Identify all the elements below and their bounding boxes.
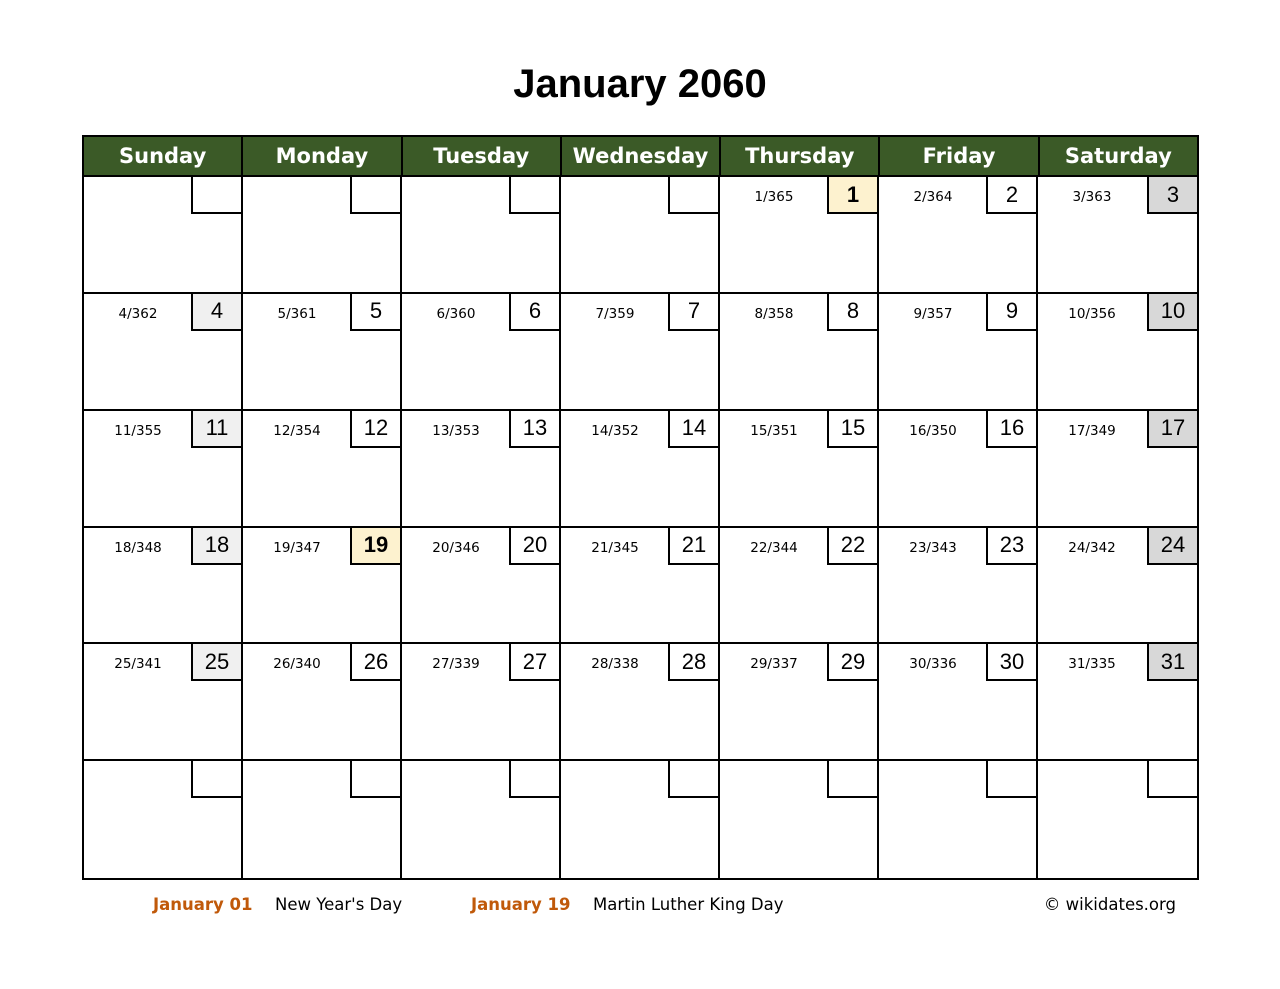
day-of-year: 1/365 — [754, 189, 794, 205]
day-of-year: 31/335 — [1068, 656, 1116, 673]
empty-day-cell — [879, 761, 1038, 878]
day-number: 4 — [191, 294, 241, 331]
day-cell — [402, 644, 561, 761]
empty-day-number — [668, 761, 718, 798]
day-of-year: 26/340 — [273, 656, 321, 673]
day-cell — [879, 528, 1038, 645]
day-number: 26 — [350, 644, 400, 681]
empty-day-number — [191, 177, 241, 214]
holiday-date: January 01 — [153, 895, 253, 914]
day-cell — [402, 411, 561, 528]
empty-day-number — [191, 761, 241, 798]
holiday-2 — [471, 895, 784, 914]
day-cell — [84, 294, 243, 411]
day-number: 11 — [191, 411, 241, 448]
day-of-year: 10/356 — [1068, 305, 1116, 322]
page-title: January 2060 — [513, 62, 767, 106]
day-cell — [879, 177, 1038, 294]
empty-day-number — [1147, 761, 1197, 798]
day-number: 15 — [827, 411, 877, 448]
day-number: 31 — [1147, 644, 1197, 681]
day-number: 23 — [986, 528, 1036, 565]
day-cell — [720, 294, 879, 411]
empty-day-cell — [561, 761, 720, 878]
day-number: 3 — [1147, 177, 1197, 214]
day-cell — [720, 644, 879, 761]
empty-day-cell — [243, 761, 402, 878]
day-cell — [1038, 644, 1197, 761]
empty-day-cell — [243, 177, 402, 294]
day-of-year: 25/341 — [114, 656, 162, 673]
empty-day-number — [986, 761, 1036, 798]
day-cell — [1038, 294, 1197, 411]
day-cell — [561, 528, 720, 645]
day-cell — [879, 411, 1038, 528]
day-cell — [84, 411, 243, 528]
day-cell — [720, 177, 879, 294]
day-cell — [243, 528, 402, 645]
day-cell — [720, 528, 879, 645]
day-cell — [402, 528, 561, 645]
day-number: 30 — [986, 644, 1036, 681]
day-cell — [1038, 411, 1197, 528]
holiday-1 — [153, 895, 402, 914]
day-number: 2 — [986, 177, 1036, 214]
day-cell — [243, 411, 402, 528]
day-of-year: 5/361 — [277, 305, 317, 322]
day-number: 14 — [668, 411, 718, 448]
day-cell — [720, 411, 879, 528]
weekday-tuesday: Tuesday — [403, 137, 562, 175]
day-cell — [243, 644, 402, 761]
day-of-year: 21/345 — [591, 539, 639, 556]
day-of-year: 30/336 — [909, 656, 957, 673]
day-of-year: 18/348 — [114, 539, 162, 556]
day-cell — [84, 644, 243, 761]
day-of-year: 3/363 — [1072, 189, 1112, 205]
day-of-year: 13/353 — [432, 422, 480, 439]
day-cell — [561, 644, 720, 761]
empty-day-cell — [84, 177, 243, 294]
day-number: 9 — [986, 294, 1036, 331]
day-number: 6 — [509, 294, 559, 331]
weekday-header — [84, 137, 1197, 177]
day-of-year: 19/347 — [273, 539, 321, 556]
day-number: 1 — [827, 177, 877, 214]
day-cell — [561, 294, 720, 411]
day-of-year: 17/349 — [1068, 422, 1116, 439]
day-of-year: 24/342 — [1068, 539, 1116, 556]
day-number: 5 — [350, 294, 400, 331]
empty-day-number — [509, 177, 559, 214]
day-number: 12 — [350, 411, 400, 448]
day-number: 20 — [509, 528, 559, 565]
day-of-year: 28/338 — [591, 656, 639, 673]
credit[interactable]: © wikidates.org — [1043, 895, 1176, 914]
day-cell — [561, 411, 720, 528]
day-of-year: 27/339 — [432, 656, 480, 673]
empty-day-number — [668, 177, 718, 214]
empty-day-cell — [720, 761, 879, 878]
holiday-date: January 19 — [471, 895, 571, 914]
day-of-year: 8/358 — [754, 305, 794, 322]
day-number: 8 — [827, 294, 877, 331]
day-number: 21 — [668, 528, 718, 565]
empty-day-number — [509, 761, 559, 798]
empty-day-cell — [561, 177, 720, 294]
day-of-year: 9/357 — [913, 305, 953, 322]
day-number: 18 — [191, 528, 241, 565]
weekday-friday: Friday — [880, 137, 1039, 175]
empty-day-number — [350, 761, 400, 798]
day-of-year: 23/343 — [909, 539, 957, 556]
day-number: 25 — [191, 644, 241, 681]
holiday-name: New Year's Day — [275, 895, 403, 914]
day-of-year: 2/364 — [913, 189, 953, 205]
weekday-monday: Monday — [243, 137, 402, 175]
day-of-year: 16/350 — [909, 422, 957, 439]
day-of-year: 12/354 — [273, 422, 321, 439]
calendar-grid — [82, 135, 1199, 880]
day-cell — [243, 294, 402, 411]
day-cell — [879, 644, 1038, 761]
empty-day-cell — [402, 761, 561, 878]
day-of-year: 4/362 — [118, 305, 158, 322]
day-cells — [84, 177, 1197, 878]
empty-day-cell — [84, 761, 243, 878]
day-cell — [84, 528, 243, 645]
empty-day-cell — [402, 177, 561, 294]
day-number: 10 — [1147, 294, 1197, 331]
day-cell — [879, 294, 1038, 411]
day-number: 19 — [350, 528, 400, 565]
day-of-year: 22/344 — [750, 539, 798, 556]
day-number: 29 — [827, 644, 877, 681]
day-cell — [1038, 177, 1197, 294]
day-of-year: 6/360 — [436, 305, 476, 322]
day-number: 7 — [668, 294, 718, 331]
day-of-year: 15/351 — [750, 422, 798, 439]
weekday-thursday: Thursday — [721, 137, 880, 175]
day-of-year: 11/355 — [114, 422, 162, 439]
empty-day-number — [350, 177, 400, 214]
day-number: 13 — [509, 411, 559, 448]
holiday-name: Martin Luther King Day — [593, 895, 784, 914]
day-number: 27 — [509, 644, 559, 681]
weekday-sunday: Sunday — [84, 137, 243, 175]
day-of-year: 20/346 — [432, 539, 480, 556]
day-of-year: 7/359 — [595, 305, 635, 322]
day-number: 22 — [827, 528, 877, 565]
day-cell — [1038, 528, 1197, 645]
weekday-saturday: Saturday — [1064, 144, 1172, 168]
day-cell — [402, 294, 561, 411]
day-of-year: 14/352 — [591, 422, 639, 439]
day-number: 28 — [668, 644, 718, 681]
day-number: 16 — [986, 411, 1036, 448]
empty-day-number — [827, 761, 877, 798]
day-number: 17 — [1147, 411, 1197, 448]
day-number: 24 — [1147, 528, 1197, 565]
weekday-wednesday: Wednesday — [562, 137, 721, 175]
day-of-year: 29/337 — [750, 656, 798, 673]
empty-day-cell — [1038, 761, 1197, 878]
